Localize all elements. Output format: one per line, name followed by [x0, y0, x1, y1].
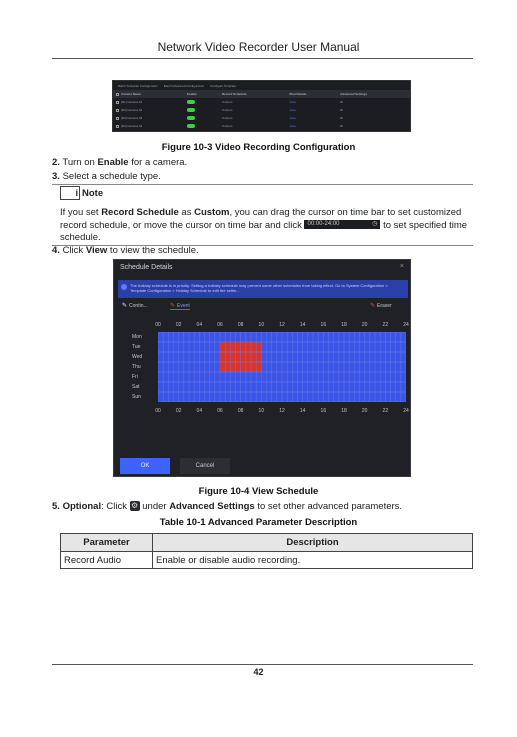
view-link[interactable]: View — [289, 100, 296, 104]
note-icon: i — [60, 186, 80, 200]
holiday-tip-banner: The holiday schedule is in priority. Setting a holiday schedule may prevent some other schedules from taking effect. Go to System Configuration > Template Configuration > Holiday Schedule to edit the settin... — [118, 280, 408, 298]
table-row — [61, 552, 473, 569]
col-record-schedule: Record Schedule — [219, 90, 286, 98]
advanced-parameter-table — [60, 533, 473, 569]
hour-label: 08 — [237, 408, 244, 414]
row-checkbox[interactable] — [116, 109, 119, 112]
clock-icon: ◷ — [372, 221, 378, 228]
table-row: [D2] Camera 02 Custom View ⚙ — [113, 106, 410, 114]
hour-label: 02 — [175, 408, 182, 414]
dialog-title: Schedule Details — [120, 264, 173, 271]
enable-toggle[interactable] — [187, 100, 195, 104]
close-icon[interactable]: × — [399, 263, 404, 270]
step-3: 3. Select a schedule type. — [52, 171, 161, 182]
page-number: 42 — [253, 667, 264, 677]
view-link[interactable]: View — [289, 116, 296, 120]
hour-label: 24 — [403, 408, 409, 414]
col-camera-name: Camera Name — [113, 90, 184, 98]
pen-icon: ✎ — [170, 303, 176, 309]
pen-icon: ✎ — [122, 303, 128, 309]
eraser-tool[interactable]: ✎ Eraser — [370, 302, 392, 309]
table-row: [D1] Camera 01 Custom View ⚙ — [113, 98, 410, 106]
schedule-toolbar — [120, 302, 406, 312]
enable-toggle[interactable] — [187, 108, 195, 112]
step-4: 4. Click View to view the schedule. — [52, 245, 199, 256]
cancel-button[interactable]: Cancel — [180, 458, 230, 474]
hour-label: 20 — [361, 408, 368, 414]
table-row: [D3] Camera 03 Custom View ⚙ — [113, 114, 410, 122]
hour-label: 14 — [299, 322, 306, 328]
gear-icon[interactable]: ⚙ — [340, 108, 343, 112]
note-top-divider — [52, 184, 473, 185]
day-label: Thu — [132, 364, 141, 370]
view-link[interactable]: View — [289, 108, 296, 112]
figure-caption-10-4: Figure 10-4 View Schedule — [198, 486, 319, 497]
time-range-chip: 00:00-24:00 ◷ — [304, 220, 380, 229]
col-description: Description — [153, 534, 473, 552]
day-label: Sun — [132, 394, 141, 400]
note-body: If you set Record Schedule as Custom, you can drag the cursor on time bar to set customized record schedule, or move the cursor on time bar and click 00:00-24:00 ◷ to set specified time schedule. — [60, 207, 468, 243]
schedule-details-dialog — [113, 259, 411, 477]
col-parameter: Parameter — [61, 534, 153, 552]
day-label: Fri — [132, 374, 138, 380]
video-recording-config-screenshot — [112, 80, 411, 132]
day-label: Mon — [132, 334, 142, 340]
hour-label: 12 — [279, 408, 285, 414]
page-header-title: Network Video Recorder User Manual — [157, 40, 360, 54]
hour-label: 04 — [196, 322, 203, 328]
table-title: Table 10-1 Advanced Parameter Description — [159, 517, 358, 528]
camera-table — [113, 90, 410, 130]
schedule-grid[interactable] — [158, 332, 406, 402]
hour-label: 06 — [217, 408, 223, 414]
info-icon — [121, 284, 127, 290]
eraser-icon: ✎ — [370, 303, 376, 309]
figure-caption-10-3: Figure 10-3 Video Recording Configuration — [161, 142, 356, 153]
hour-label: 10 — [258, 408, 265, 414]
hour-label: 00 — [155, 408, 161, 414]
col-enable: Enable — [184, 90, 219, 98]
gear-icon[interactable]: ⚙ — [340, 100, 343, 104]
row-checkbox[interactable] — [116, 117, 119, 120]
hour-label: 00 — [155, 322, 161, 328]
gear-icon[interactable]: ⚙ — [340, 124, 343, 128]
hour-label: 12 — [279, 322, 285, 328]
batch-advanced-tab[interactable]: Batch Advanced Configuration — [163, 83, 205, 88]
hour-label: 16 — [320, 322, 327, 328]
continuous-tool[interactable]: ✎ Contin... — [122, 302, 148, 309]
hour-label: 04 — [196, 408, 203, 414]
footer-divider — [52, 664, 473, 665]
day-label: Sat — [132, 384, 140, 390]
row-checkbox[interactable] — [116, 101, 119, 104]
table-row: [D4] Camera 04 Custom View ⚙ — [113, 122, 410, 130]
hour-label: 18 — [341, 322, 347, 328]
gear-icon: ⚙ — [131, 501, 139, 511]
hour-label: 02 — [175, 322, 182, 328]
hour-label: 22 — [382, 322, 389, 328]
hour-label: 06 — [217, 322, 223, 328]
hour-label: 24 — [403, 322, 409, 328]
hour-label: 18 — [341, 408, 347, 414]
row-checkbox[interactable] — [116, 125, 119, 128]
day-label: Tue — [132, 344, 141, 350]
hour-label: 22 — [382, 408, 389, 414]
header-divider — [52, 58, 473, 59]
ok-button[interactable]: OK — [120, 458, 170, 474]
view-link[interactable]: View — [289, 124, 296, 128]
select-all-checkbox[interactable] — [116, 93, 119, 96]
hour-label: 16 — [320, 408, 327, 414]
hour-label: 10 — [258, 322, 265, 328]
enable-toggle[interactable] — [187, 124, 195, 128]
step-5: 5. Optional: Click ⚙ under Advanced Settings to set other advanced parameters. — [52, 501, 403, 512]
day-labels — [120, 332, 158, 402]
enable-toggle[interactable] — [187, 116, 195, 120]
description-cell: Enable or disable audio recording. — [153, 552, 473, 569]
note-heading: i Note — [60, 186, 103, 200]
hour-label: 14 — [299, 408, 306, 414]
config-toolbar — [113, 81, 410, 90]
hour-label: 20 — [361, 322, 368, 328]
batch-schedule-tab[interactable]: Batch Schedule Configuration — [118, 83, 158, 88]
configure-template-tab[interactable]: Configure Template — [210, 83, 237, 88]
col-plan-details: Plan Details — [286, 90, 337, 98]
event-tool[interactable]: ✎ Event — [170, 302, 190, 309]
col-advanced-settings: Advanced Settings — [337, 90, 410, 98]
step-2: 2. Turn on Enable for a camera. — [52, 157, 188, 168]
day-label: Wed — [132, 354, 143, 360]
hour-label: 08 — [237, 322, 244, 328]
gear-icon[interactable]: ⚙ — [340, 116, 343, 120]
parameter-cell: Record Audio — [61, 552, 153, 569]
